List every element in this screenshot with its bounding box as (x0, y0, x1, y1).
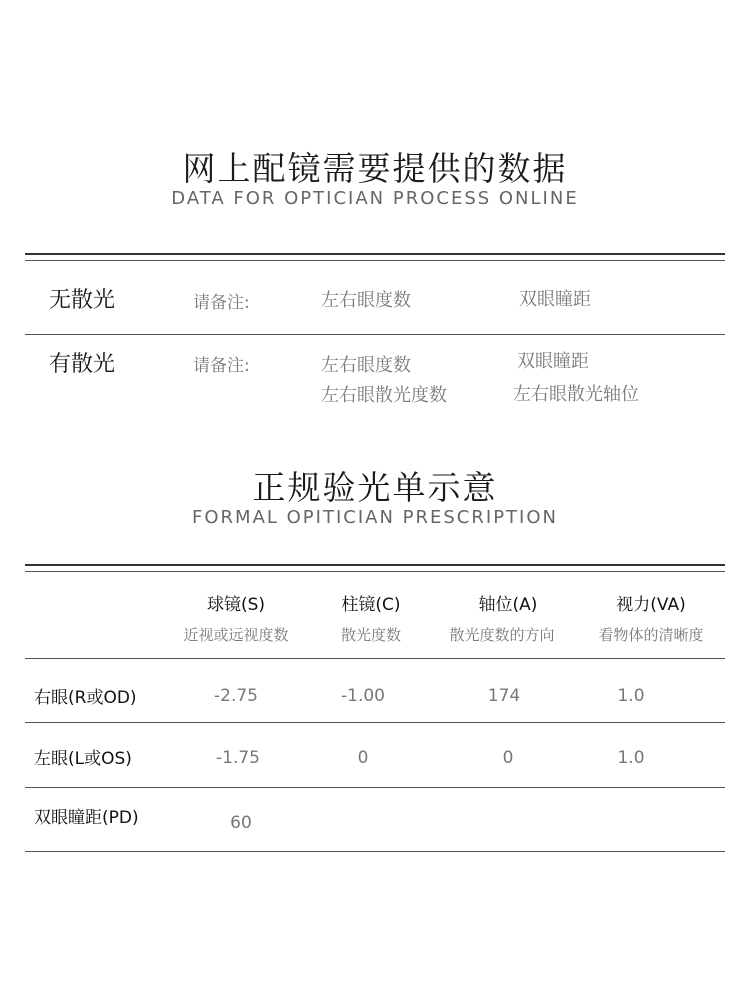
note-item-prescription: 左右眼度数 (321, 355, 411, 376)
row-label-astigmatism: 有散光 (49, 352, 116, 377)
col-head-sphere: 球镜(S) (206, 595, 266, 615)
note-item-cylinder: 左右眼散光度数 (321, 385, 447, 406)
table-row-label-pd: 双眼瞳距(PD) (34, 808, 139, 828)
table-bottom-rule (25, 851, 725, 852)
col-sub-axis: 散光度数的方向 (449, 626, 555, 644)
table-cell-axis: 174 (487, 686, 521, 706)
section1-top-rule-inner (25, 260, 725, 261)
table-cell-axis: 0 (502, 748, 514, 768)
section2-top-rule (25, 564, 725, 566)
table-row-divider (25, 787, 725, 788)
col-head-axis: 轴位(A) (478, 595, 538, 615)
section2-title: 正规验光单示意 (252, 468, 498, 507)
section1-top-rule (25, 253, 725, 255)
table-row-divider (25, 722, 725, 723)
table-cell-cylinder: -1.00 (341, 686, 385, 706)
section2-subtitle: FORMAL OPITICIAN PRESCRIPTION (192, 507, 558, 528)
col-head-cylinder: 柱镜(C) (341, 595, 401, 615)
col-sub-cylinder: 散光度数 (340, 626, 401, 644)
col-head-va: 视力(VA) (616, 595, 686, 615)
note-label: 请备注: (193, 356, 250, 376)
row-divider (25, 334, 725, 335)
section2-top-rule-inner (25, 571, 725, 572)
table-cell-va: 1.0 (617, 686, 645, 706)
note-item-prescription: 左右眼度数 (321, 290, 411, 311)
note-item-pd: 双眼瞳距 (519, 289, 591, 310)
table-header-divider (25, 658, 725, 659)
table-row-label-left-eye: 左眼(L或OS) (34, 749, 132, 769)
col-sub-va: 看物体的清晰度 (598, 626, 704, 644)
row-label-no-astigmatism: 无散光 (49, 288, 116, 313)
table-cell-sphere: -2.75 (214, 686, 258, 706)
table-cell-sphere: -1.75 (216, 748, 260, 768)
note-label: 请备注: (193, 293, 250, 313)
table-row-label-right-eye: 右眼(R或OD) (34, 688, 137, 708)
col-sub-sphere: 近视或远视度数 (183, 626, 289, 644)
note-item-pd: 双眼瞳距 (517, 351, 589, 372)
table-cell-pd: 60 (230, 813, 252, 833)
section1-subtitle: DATA FOR OPTICIAN PROCESS ONLINE (171, 188, 579, 209)
note-item-axis: 左右眼散光轴位 (513, 384, 639, 405)
table-cell-va: 1.0 (617, 748, 645, 768)
table-cell-cylinder: 0 (357, 748, 369, 768)
section1-title: 网上配镜需要提供的数据 (182, 149, 568, 188)
